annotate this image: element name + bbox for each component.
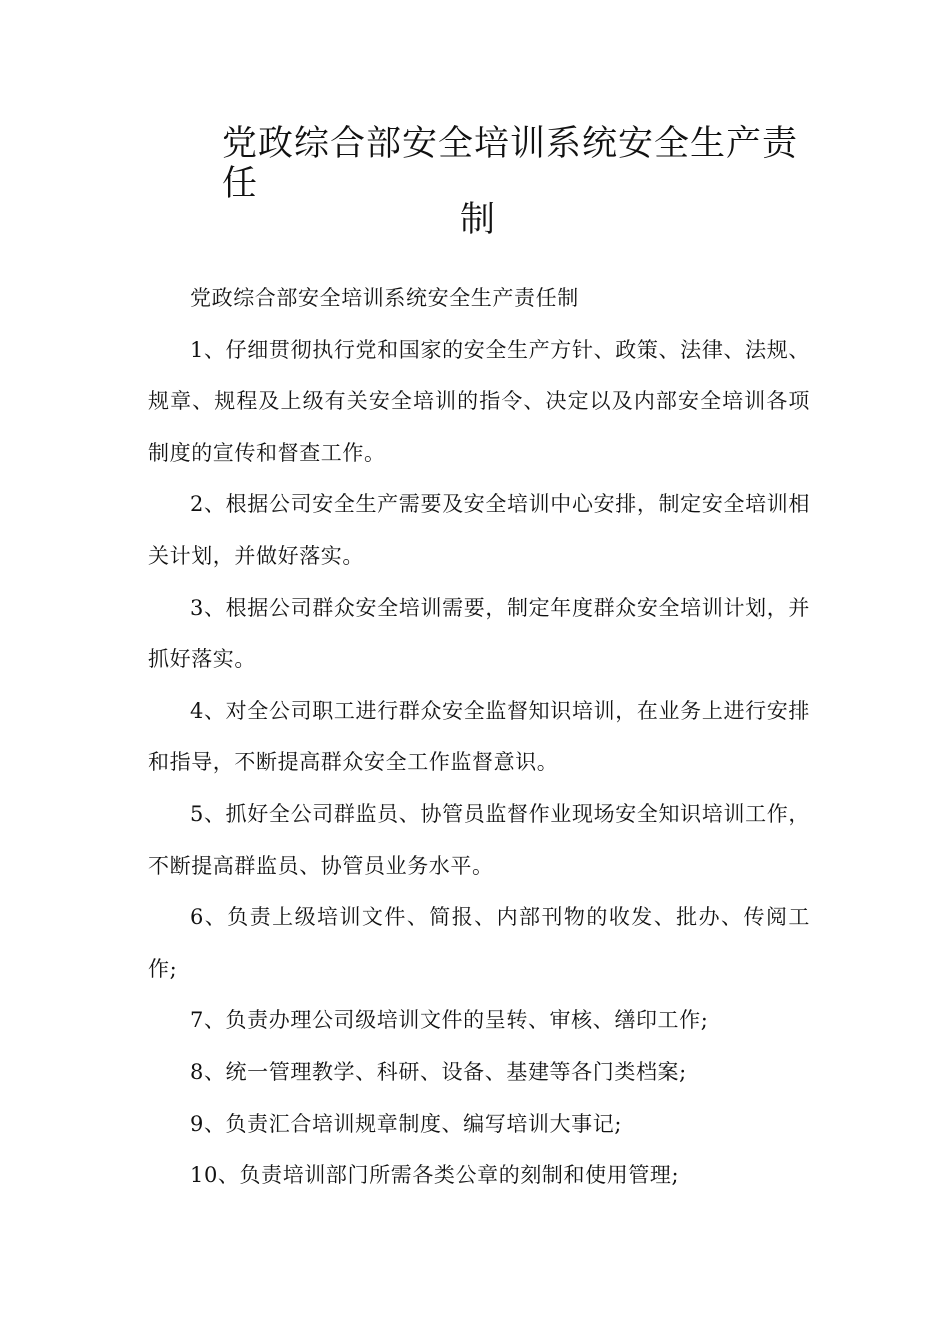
paragraph-item-3: 3、根据公司群众安全培训需要，制定年度群众安全培训计划，并抓好落实。 (148, 595, 810, 672)
document-title-line-1: 党政综合部安全培训系统安全生产责任 (222, 124, 799, 204)
paragraph-item-9: 9、负责汇合培训规章制度、编写培训大事记; (190, 1111, 623, 1136)
paragraph-item-7: 7、负责办理公司级培训文件的呈转、审核、缮印工作; (190, 1008, 709, 1033)
document-body (148, 273, 810, 1202)
paragraph-item-6: 6、负责上级培训文件、简报、内部刊物的收发、批办、传阅工作; (148, 905, 810, 981)
paragraph-item-8: 8、统一管理教学、科研、设备、基建等各门类档案; (190, 1059, 687, 1084)
paragraph-item-5: 5、抓好全公司群监员、协管员监督作业现场安全知识培训工作，不断提高群监员、协管员业务水平。 (148, 801, 810, 878)
paragraph-item-10: 10、负责培训部门所需各类公章的刻制和使用管理; (190, 1163, 680, 1188)
document-title-line-2: 制 (459, 200, 496, 240)
paragraph-item-2: 2、根据公司安全生产需要及安全培训中心安排，制定安全培训相关计划，并做好落实。 (148, 492, 810, 568)
paragraph-item-4: 4、对全公司职工进行群众安全监督知识培训，在业务上进行安排和指导，不断提高群众安全工作监督意识。 (148, 698, 810, 775)
paragraph-item-1: 1、仔细贯彻执行党和国家的安全生产方针、政策、法律、法规、规章、规程及上级有关安全培训的指令、决定以及内部安全培训各项制度的宣传和督查工作。 (148, 337, 810, 465)
paragraph-heading: 党政综合部安全培训系统安全生产责任制 (190, 286, 579, 310)
